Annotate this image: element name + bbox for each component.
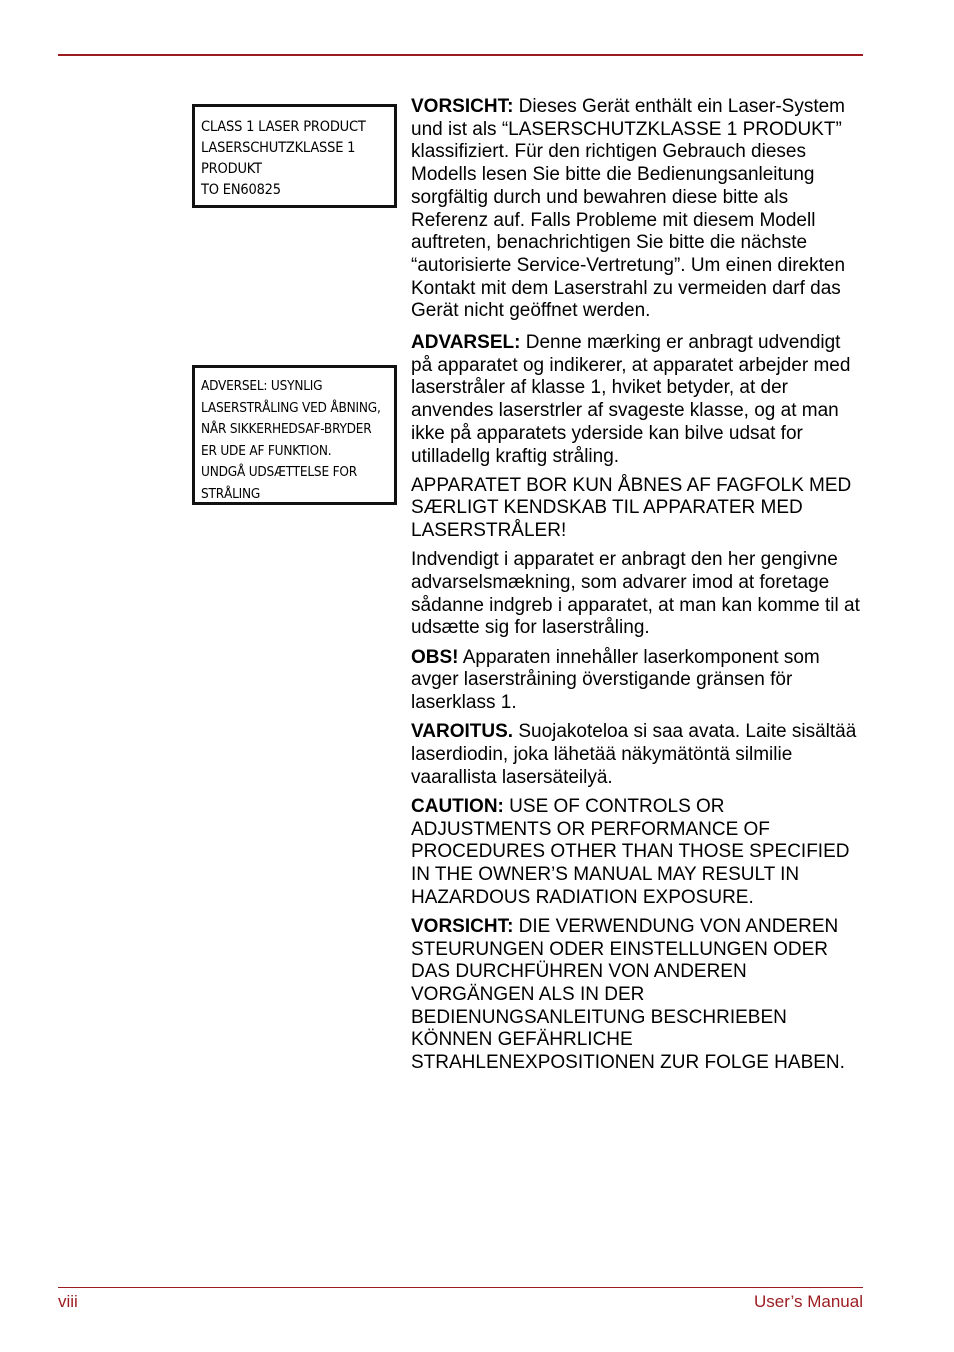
paragraph-text: DIE VERWENDUNG VON ANDEREN STEURUNGEN ODER EINSTELLUNGEN ODER DAS DURCHFÜHREN VON ANDEREN VORGÄNGEN ALS IN DER BEDIENUNGSANLEITUNG BESCHRIEBEN KÖNNEN GEFÄHRLICHE STRAHLENEXPOSITIONEN ZUR FOLGE HABEN.: [411, 915, 845, 1074]
label-line: TO EN60825: [201, 182, 281, 198]
paragraph-text: Denne mærking er anbragt udvendigt på apparatet og indikerer, at apparatet arbejder med laserstråler af klasse 1, hviket betyder, at der anvendes laserstrler af svageste klasse, og at man ikke på apparatets yderside kan bilve udsat for utilladellg kraftig stråling.: [411, 332, 851, 467]
paragraph-lead: OBS!: [411, 646, 459, 668]
paragraph-lead: VORSICHT:: [411, 96, 514, 117]
paragraph-lead: CAUTION:: [411, 795, 504, 817]
paragraph-lead: VORSICHT:: [411, 915, 514, 937]
label-line: NÅR SIKKERHEDSAF-BRYDER: [201, 421, 372, 437]
warning-paragraph-german-caps: [411, 916, 861, 1075]
label-line: UNDGÅ UDSÆTTELSE FOR: [201, 464, 357, 480]
paragraph-lead: VAROITUS.: [411, 721, 514, 743]
class1-laser-label: [192, 104, 397, 208]
label-line: ADVERSEL: USYNLIG: [201, 378, 323, 394]
label-line: LASERSCHUTZKLASSE 1: [201, 140, 356, 156]
body-text: [411, 96, 861, 1081]
label-line: LASERSTRÅLING VED ÅBNING,: [201, 399, 381, 416]
paragraph-text: Indvendigt i apparatet er anbragt den her gengivne advarselsmækning, som advarer imod at foretage sådanne indgreb i apparatet, at man kan komme til at udsætte sig for laserstråling.: [411, 549, 860, 639]
warning-paragraph-danish-inside: [411, 549, 861, 640]
header-rule: [58, 54, 863, 56]
paragraph-text: Apparaten innehåller laserkomponent som avger laserstråining överstigande gränsen för laserklass 1.: [411, 646, 820, 714]
paragraph-text: Suojakoteloa si saa avata. Laite sisältää laserdiodin, joka lähetää näkymätöntä silmilie vaarallista lasersäteilyä.: [411, 721, 857, 788]
danish-warning-label: [192, 365, 397, 505]
paragraph-lead: ADVARSEL:: [411, 332, 521, 354]
label-line: ER UDE AF FUNKTION.: [201, 442, 332, 459]
warning-paragraph-english: [411, 796, 861, 910]
warning-paragraph-swedish: [411, 647, 861, 715]
manual-title: User’s Manual: [754, 1292, 863, 1311]
warning-paragraph-finnish: [411, 721, 861, 789]
label-line: CLASS 1 LASER PRODUCT: [201, 119, 366, 135]
warning-paragraph-german: [411, 96, 861, 323]
label-line: STRÅLING: [201, 485, 261, 502]
paragraph-text: APPARATET BOR KUN ÅBNES AF FAGFOLK MED SÆRLIGT KENDSKAB TIL APPARATER MED LASERSTRÅLER!: [411, 474, 852, 542]
label-line: PRODUKT: [201, 161, 262, 177]
warning-paragraph-danish-caps: [411, 475, 861, 543]
paragraph-text: Dieses Gerät enthält ein Laser-System und ist als “LASERSCHUTZKLASSE 1 PRODUKT” klassifiziert. Für den richtigen Gebrauch dieses Modells lesen Sie bitte die Bedienungsanleitung sorgfältig durch und bewahren diese bitte als Referenz auf. Falls Probleme mit diesem Modell auftreten, benachrichtigen Sie bitte die nächste “autorisierte Service-Vertretung”. Um einen direkten Kontakt mit dem Laserstrahl zu vermeiden darf das Gerät nicht geöffnet werden.: [411, 96, 846, 322]
warning-paragraph-danish: [411, 332, 861, 468]
paragraph-text: USE OF CONTROLS OR ADJUSTMENTS OR PERFORMANCE OF PROCEDURES OTHER THAN THOSE SPECIFIED IN THE OWNER’S MANUAL MAY RESULT IN HAZARDOUS RADIATION EXPOSURE.: [411, 795, 850, 908]
page-number: viii: [58, 1292, 78, 1311]
footer-rule: [58, 1287, 863, 1288]
